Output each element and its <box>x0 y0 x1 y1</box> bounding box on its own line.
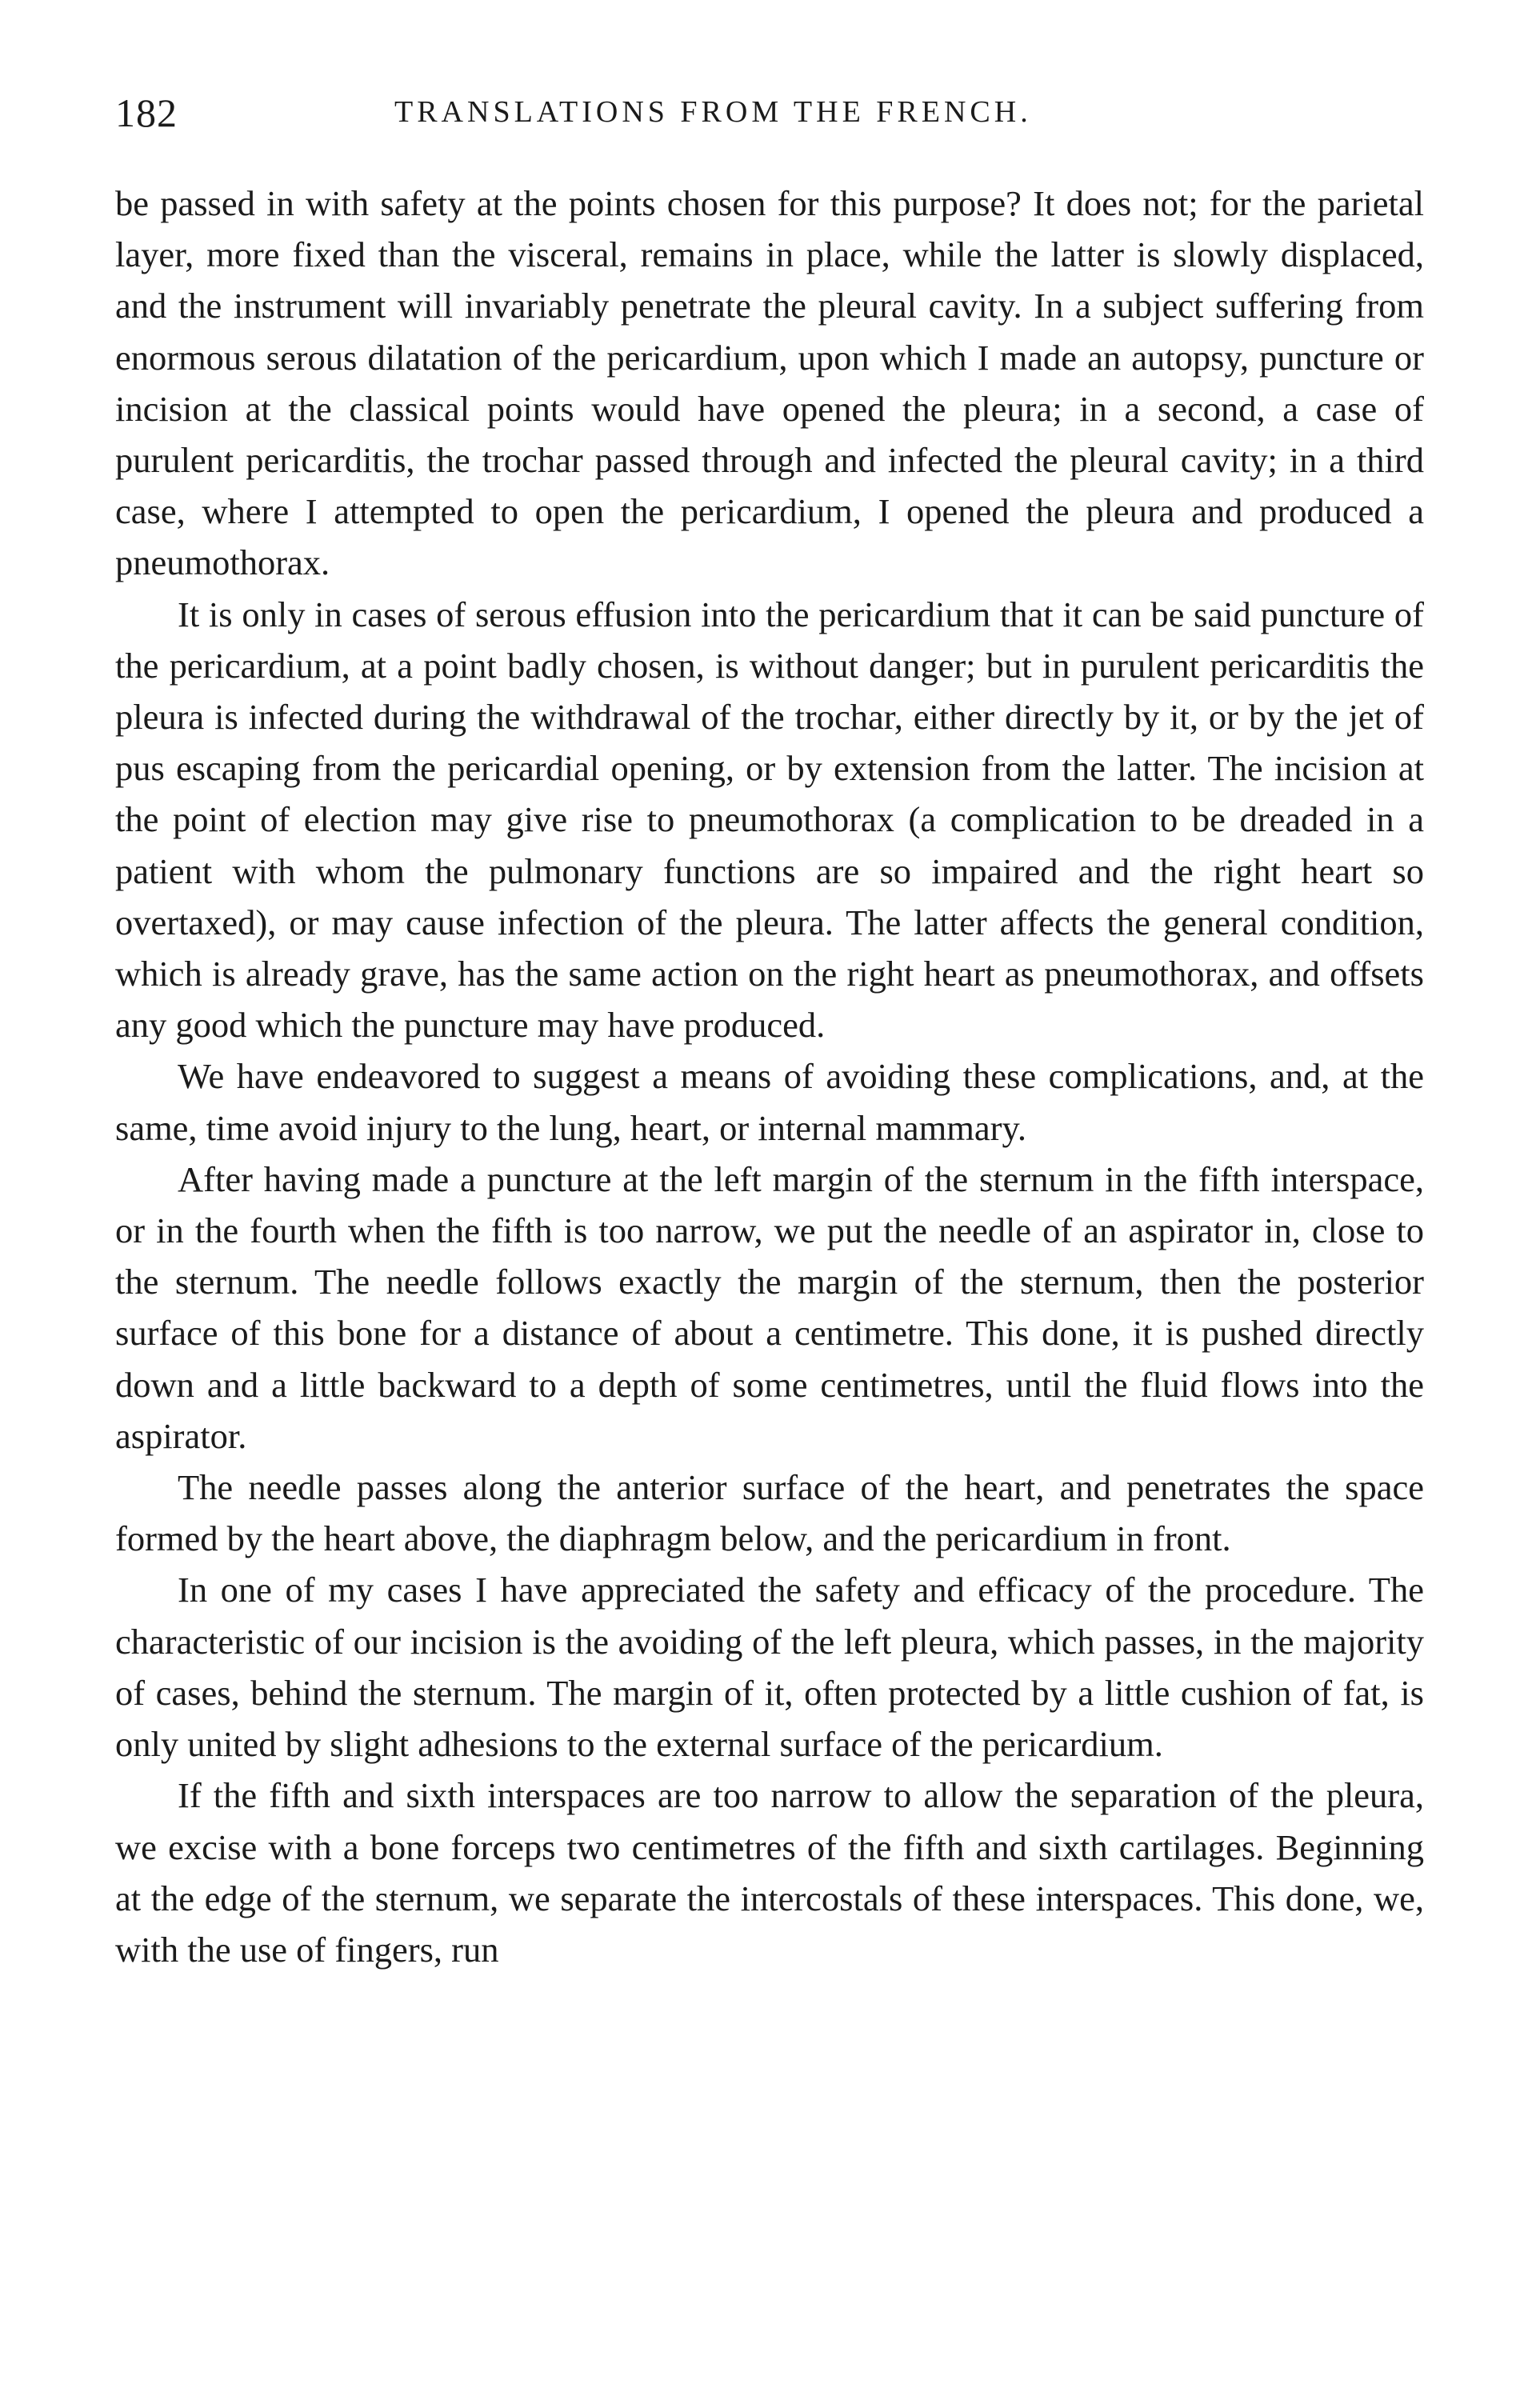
running-title: TRANSLATIONS FROM THE FRENCH. <box>394 95 1032 129</box>
page-number: 182 <box>115 90 178 135</box>
paragraph-case-observation: In one of my cases I have appreciated the safety and efficacy of the procedure. The characteristic of our incision is the avoiding of the left pleura, which passes, in the majority of cases, behind the sternum. The margin of it, often protected by a little cushion of fat, is only united by slight adhesions to the external surface of the pericardium. <box>115 1570 1424 1765</box>
paragraph-puncture-procedure: After having made a puncture at the left margin of the sternum in the fifth interspace, or in the fourth when the fifth is too narrow, we put the needle of an aspirator in, close to the sternum. The needle follows exactly the margin of the sternum, then the posterior surface of this bone for a distance of about a centimetre. This done, it is pushed directly down and a little backward to a depth of some centimetres, until the fluid flows into the aspirator. <box>115 1158 1424 1456</box>
paragraph-needle-path: The needle passes along the anterior surface of the heart, and penetrates the space formed by the heart above, the diaphragm below, and the pericardium in front. <box>115 1467 1424 1559</box>
body-text <box>115 178 1424 1975</box>
running-head <box>115 90 1424 146</box>
paragraph-narrow-interspaces: If the fifth and sixth interspaces are too narrow to allow the separation of the pleura, we excise with a bone forceps two centimetres of the fifth and sixth cartilages. Beginning at the edge of the sternum, we separate the intercostals of these interspaces. This done, we, with the use of fingers, run <box>115 1775 1424 1970</box>
paragraph-serous-effusion: It is only in cases of serous effusion into the pericardium that it can be said puncture of the pericardium, at a point badly chosen, is without danger; but in purulent pericarditis the pleura is infected during the withdrawal of the trochar, either directly by it, or by the jet of pus escaping from the pericardial opening, or by extension from the latter. The incision at the point of election may give rise to pneumothorax (a complication to be dreaded in a patient with whom the pulmonary functions are so impaired and the right heart so overtaxed), or may cause infection of the pleura. The latter affects the general condition, which is already grave, has the same action on the right heart as pneumothorax, and offsets any good which the puncture may have produced. <box>115 594 1424 1046</box>
paragraph-continuation: be passed in with safety at the points chosen for this purpose? It does not; for the parietal layer, more fixed than the visceral, remains in place, while the latter is slowly displaced, and the instrument will invariably penetrate the pleural cavity. In a subject suffering from enormous serous dilatation of the pericardium, upon which I made an autopsy, puncture or incision at the classical points would have opened the pleura; in a second, a case of purulent pericarditis, the trochar passed through and infected the pleural cavity; in a third case, where I attempted to open the pericardium, I opened the pleura and produced a pneumothorax. <box>115 183 1424 583</box>
paragraph-avoiding-complications: We have endeavored to suggest a means of avoiding these complications, and, at the same, time avoid injury to the lung, heart, or internal mammary. <box>115 1056 1424 1148</box>
